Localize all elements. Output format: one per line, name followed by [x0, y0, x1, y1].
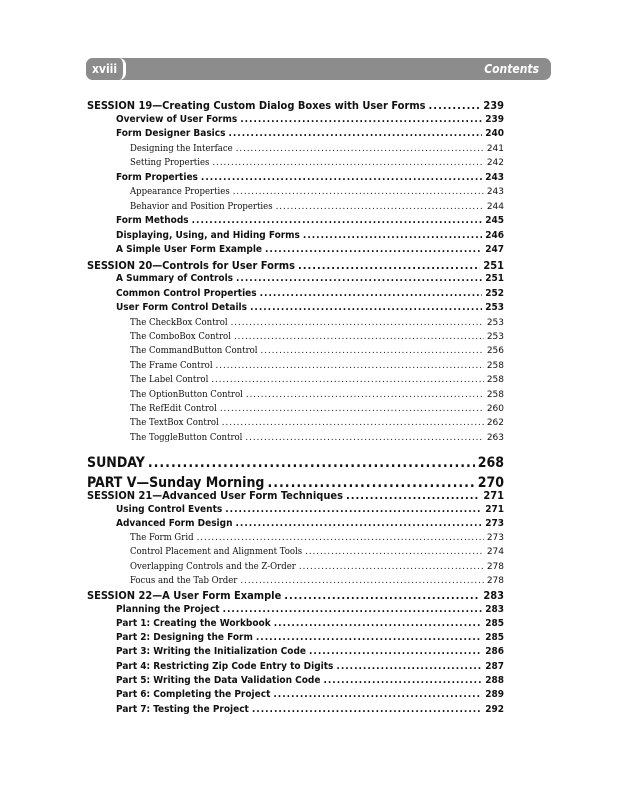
toc-entry — [116, 646, 504, 657]
dot-leader — [240, 114, 482, 125]
toc-entry-page: 263 — [486, 433, 504, 443]
toc-entry — [130, 561, 504, 572]
toc-entry-page: 283 — [485, 604, 504, 615]
toc-entry-title: The Form Grid — [130, 532, 194, 543]
toc-entry-page: 286 — [485, 646, 504, 657]
toc-entry — [116, 675, 504, 686]
toc-entry — [130, 201, 504, 212]
toc-entry-title: SESSION 20—Controls for User Forms — [87, 259, 295, 272]
toc-entry — [116, 230, 504, 241]
toc-entry-page: 278 — [486, 562, 504, 572]
toc-entry-title: The ToggleButton Control — [130, 432, 243, 443]
toc-entry — [87, 589, 504, 602]
toc-entry — [116, 302, 504, 313]
dot-leader — [212, 157, 483, 168]
toc-entry-title: The TextBox Control — [130, 417, 219, 428]
toc-entry — [116, 215, 504, 226]
dot-leader — [234, 331, 484, 342]
toc-entry-title: Designing the Interface — [130, 143, 233, 154]
toc-entry-page: 285 — [485, 618, 504, 629]
toc-entry-page: 252 — [485, 288, 504, 299]
toc-entry — [87, 455, 504, 471]
toc-entry-title: PART V—Sunday Morning — [87, 475, 265, 491]
dot-leader — [299, 561, 484, 572]
dot-leader — [309, 646, 482, 657]
dot-leader — [256, 632, 482, 643]
toc-entry-page: 253 — [485, 302, 504, 313]
dot-leader — [225, 504, 482, 515]
toc-entry — [130, 575, 504, 586]
toc-entry-page: 258 — [486, 361, 504, 371]
dot-leader — [305, 546, 484, 557]
toc-entry — [116, 604, 504, 615]
dot-leader — [240, 575, 483, 586]
toc-entry — [116, 704, 504, 715]
toc-entry-page: 273 — [486, 533, 504, 543]
toc-entry-page: 245 — [485, 215, 504, 226]
toc-entry — [116, 114, 504, 125]
dot-leader — [273, 689, 482, 700]
toc-entry-title: Focus and the Tab Order — [130, 575, 238, 586]
toc-entry-title: The Frame Control — [130, 360, 213, 371]
dot-leader — [261, 345, 484, 356]
toc-entry-page: 273 — [485, 518, 504, 529]
toc-entry-page: 270 — [477, 475, 504, 491]
toc-entry — [87, 489, 504, 502]
dot-leader — [260, 288, 483, 299]
toc-entry-page: 292 — [485, 704, 504, 715]
dot-leader — [235, 518, 482, 529]
toc-entry-page: 246 — [485, 230, 504, 241]
dot-leader — [274, 618, 482, 629]
toc-entry-page: 242 — [486, 158, 504, 168]
toc-entry-title: A Summary of Controls — [116, 273, 234, 284]
toc-entry — [116, 288, 504, 299]
dot-leader — [250, 302, 482, 313]
toc-entry-title: SUNDAY — [87, 455, 145, 471]
toc-entry-page: 260 — [486, 404, 504, 414]
toc-entry-page: 239 — [485, 114, 504, 125]
toc-entry — [130, 546, 504, 557]
toc-entry-title: Part 3: Writing the Initialization Code — [116, 646, 306, 657]
dot-leader — [236, 143, 484, 154]
toc-entry-page: 256 — [486, 346, 504, 356]
toc-entry — [87, 99, 504, 112]
toc-entry-title: SESSION 19—Creating Custom Dialog Boxes with User Forms — [87, 99, 426, 112]
dot-leader — [236, 273, 482, 284]
toc-entry-page: 251 — [483, 259, 504, 272]
dot-leader — [323, 675, 482, 686]
toc-entry-title: Displaying, Using, and Hiding Forms — [116, 230, 300, 241]
dot-leader — [220, 403, 484, 414]
toc-entry-page: 262 — [486, 418, 504, 428]
toc-entry — [116, 632, 504, 643]
toc-entry-title: Behavior and Position Properties — [130, 201, 273, 212]
dot-leader — [346, 489, 480, 502]
toc-entry-title: The OptionButton Control — [130, 389, 243, 400]
dot-leader — [192, 215, 483, 226]
page-number-tab: xviii — [86, 58, 126, 80]
dot-leader — [228, 128, 482, 139]
toc-entry — [116, 618, 504, 629]
toc-entry-page: 247 — [485, 244, 504, 255]
toc-entry-title: Part 1: Creating the Workbook — [116, 618, 271, 629]
toc-entry-title: Part 2: Designing the Form — [116, 632, 253, 643]
toc-entry — [130, 432, 504, 443]
toc-entry-page: 243 — [485, 172, 504, 183]
toc-entry-title: Part 5: Writing the Data Validation Code — [116, 675, 321, 686]
dot-leader — [298, 259, 480, 272]
dot-leader — [252, 704, 482, 715]
toc-entry-page: 288 — [485, 675, 504, 686]
toc-entry-title: Advanced Form Design — [116, 518, 233, 529]
dot-leader — [276, 201, 484, 212]
toc-entry-page: 241 — [486, 144, 504, 154]
dot-leader — [246, 389, 484, 400]
dot-leader — [201, 172, 482, 183]
toc-entry — [116, 689, 504, 700]
toc-entry — [116, 244, 504, 255]
toc-entry-title: Control Placement and Alignment Tools — [130, 546, 303, 557]
toc-entry-page: 243 — [486, 187, 504, 197]
toc-entry-page: 289 — [485, 689, 504, 700]
toc-entry — [130, 317, 504, 328]
toc-entry — [130, 360, 504, 371]
toc-entry-page: 258 — [486, 375, 504, 385]
toc-entry-title: Part 6: Completing the Project — [116, 689, 271, 700]
toc-entry — [116, 128, 504, 139]
toc-entry-page: 253 — [486, 332, 504, 342]
dot-leader — [284, 589, 480, 602]
toc-entry-title: Part 4: Restricting Zip Code Entry to Digits — [116, 661, 334, 672]
toc-entry-page: 274 — [486, 547, 504, 557]
toc-entry-page: 287 — [485, 661, 504, 672]
toc-entry — [130, 532, 504, 543]
toc-entry-page: 244 — [486, 202, 504, 212]
toc-entry-title: Form Properties — [116, 172, 198, 183]
dot-leader — [211, 374, 484, 385]
header-bar — [86, 58, 551, 80]
toc-entry — [130, 389, 504, 400]
toc-entry — [130, 331, 504, 342]
dot-leader — [197, 532, 484, 543]
toc-entry — [116, 661, 504, 672]
toc-entry — [130, 374, 504, 385]
dot-leader — [222, 417, 484, 428]
toc-entry-title: SESSION 22—A User Form Example — [87, 589, 282, 602]
toc-entry — [130, 345, 504, 356]
dot-leader — [148, 455, 475, 471]
toc-entry-page: 240 — [485, 128, 504, 139]
toc-entry — [116, 172, 504, 183]
toc-entry-page: 258 — [486, 390, 504, 400]
toc-entry-title: Using Control Events — [116, 504, 223, 515]
toc-entry-page: 285 — [485, 632, 504, 643]
toc-entry-title: User Form Control Details — [116, 302, 247, 313]
dot-leader — [336, 661, 482, 672]
toc-entry-title: Part 7: Testing the Project — [116, 704, 249, 715]
toc-entry-page: 271 — [485, 504, 504, 515]
toc-entry-title: The RefEdit Control — [130, 403, 217, 414]
toc-entry-page: 268 — [477, 455, 504, 471]
toc-entry-title: Overview of User Forms — [116, 114, 238, 125]
dot-leader — [429, 99, 481, 112]
toc-entry-page: 271 — [483, 489, 504, 502]
dot-leader — [303, 230, 482, 241]
toc-entry — [130, 403, 504, 414]
toc-entry-title: The CheckBox Control — [130, 317, 228, 328]
toc-entry-title: Form Designer Basics — [116, 128, 226, 139]
dot-leader — [231, 317, 484, 328]
dot-leader — [216, 360, 484, 371]
toc-entry — [87, 259, 504, 272]
toc-entry — [116, 273, 504, 284]
toc-entry-title: A Simple User Form Example — [116, 244, 263, 255]
toc-entry-title: Form Methods — [116, 215, 189, 226]
dot-leader — [245, 432, 483, 443]
toc-entry — [130, 157, 504, 168]
toc-entry-page: 283 — [483, 589, 504, 602]
toc-entry-title: Overlapping Controls and the Z-Order — [130, 561, 296, 572]
toc-entry-page: 251 — [485, 273, 504, 284]
dot-leader — [223, 604, 483, 615]
toc-entry-title: SESSION 21—Advanced User Form Techniques — [87, 489, 343, 502]
toc-entry-title: Setting Properties — [130, 157, 210, 168]
dot-leader — [265, 244, 482, 255]
toc-entry — [116, 504, 504, 515]
toc-entry-title: The Label Control — [130, 374, 209, 385]
toc-entry-title: Planning the Project — [116, 604, 220, 615]
toc-entry-page: 239 — [483, 99, 504, 112]
toc-entry — [130, 143, 504, 154]
toc-entry-page: 253 — [486, 318, 504, 328]
toc-entry — [130, 186, 504, 197]
toc-entry-title: The CommandButton Control — [130, 345, 258, 356]
toc-entry — [130, 417, 504, 428]
dot-leader — [233, 186, 484, 197]
toc-entry-title: The ComboBox Control — [130, 331, 231, 342]
toc-entry-page: 278 — [486, 576, 504, 586]
section-title: Contents — [484, 62, 539, 76]
toc-entry-title: Common Control Properties — [116, 288, 257, 299]
toc-entry — [116, 518, 504, 529]
toc-entry-title: Appearance Properties — [130, 186, 230, 197]
